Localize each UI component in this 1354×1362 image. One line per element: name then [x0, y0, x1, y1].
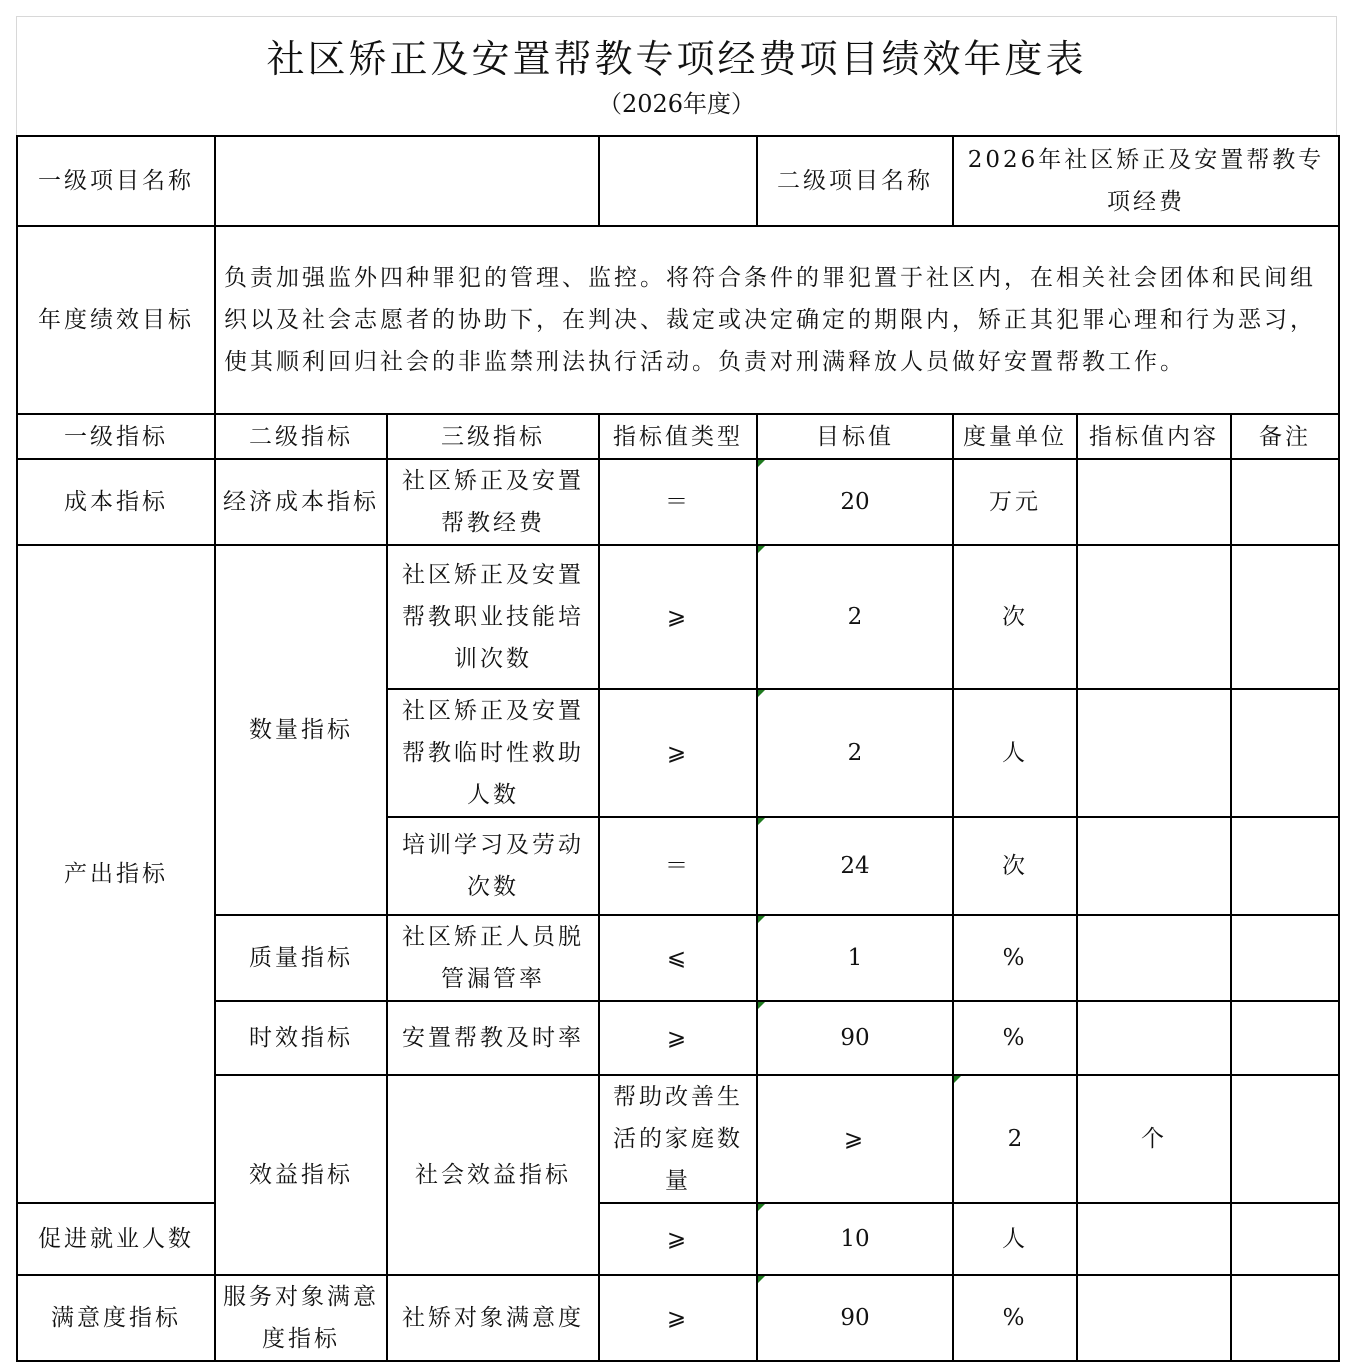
indicator-type: ⩾ [599, 1203, 757, 1275]
content-cell[interactable] [1077, 689, 1231, 817]
level1-label: 一级项目名称 [17, 136, 215, 226]
subgroup-social: 社会效益指标 [387, 1075, 599, 1275]
table-row [17, 1001, 1339, 1075]
remark-cell[interactable] [1231, 915, 1339, 1001]
header-remark: 备注 [1231, 414, 1339, 459]
target-value[interactable]: 2 [757, 545, 953, 689]
subgroup-service: 服务对象满意度指标 [215, 1275, 387, 1361]
table-row [17, 545, 1339, 689]
unit: 人 [953, 1203, 1077, 1275]
remark-cell[interactable] [1231, 1203, 1339, 1275]
group-output: 产出指标 [17, 545, 215, 1203]
indicator-type: ＝ [599, 817, 757, 915]
target-value[interactable]: 24 [757, 817, 953, 915]
indicator-type: ⩽ [599, 915, 757, 1001]
page-title: 社区矫正及安置帮教专项经费项目绩效年度表 [266, 37, 1087, 81]
table-row [17, 1275, 1339, 1361]
table-row [17, 915, 1339, 1001]
unit: 万元 [953, 459, 1077, 545]
goal-text[interactable]: 负责加强监外四种罪犯的管理、监控。将符合条件的罪犯置于社区内，在相关社会团体和民间组织以及社会志愿者的协助下，在判决、裁定或决定确定的期限内，矫正其犯罪心理和行为恶习，使其顺利回归社会的非监禁刑法执行活动。负责对刑满释放人员做好安置帮教工作。 [215, 226, 1339, 414]
indicator-type: ⩾ [599, 545, 757, 689]
indicator-type: ⩾ [599, 689, 757, 817]
remark-cell[interactable] [1231, 459, 1339, 545]
level2-value[interactable]: 2026年社区矫正及安置帮教专项经费 [953, 136, 1339, 226]
unit: 次 [953, 817, 1077, 915]
content-cell[interactable] [1077, 1275, 1231, 1361]
unit: % [953, 915, 1077, 1001]
remark-cell[interactable] [1231, 1275, 1339, 1361]
header-unit: 度量单位 [953, 414, 1077, 459]
content-cell[interactable] [1077, 1203, 1231, 1275]
header-row [17, 414, 1339, 459]
indicator-name: 社区矫正人员脱管漏管率 [387, 915, 599, 1001]
target-value[interactable]: 90 [757, 1001, 953, 1075]
indicator-name: 社区矫正及安置帮教临时性救助人数 [387, 689, 599, 817]
target-value[interactable]: 20 [757, 459, 953, 545]
header-type: 指标值类型 [599, 414, 757, 459]
table-row [17, 1075, 1339, 1203]
target-value[interactable]: 10 [757, 1203, 953, 1275]
remark-cell[interactable] [1231, 1001, 1339, 1075]
indicator-name: 促进就业人数 [17, 1203, 215, 1275]
unit: 个 [1077, 1075, 1231, 1203]
level2-label: 二级项目名称 [757, 136, 953, 226]
target-value[interactable]: 2 [757, 689, 953, 817]
project-name-row [17, 136, 1339, 226]
subgroup-economic: 经济成本指标 [215, 459, 387, 545]
group-satisfaction: 满意度指标 [17, 1275, 215, 1361]
remark-cell[interactable] [1231, 817, 1339, 915]
unit: % [953, 1275, 1077, 1361]
unit: 次 [953, 545, 1077, 689]
header-target: 目标值 [757, 414, 953, 459]
indicator-name: 安置帮教及时率 [387, 1001, 599, 1075]
empty-cell [599, 136, 757, 226]
indicator-type: ＝ [599, 459, 757, 545]
target-value[interactable]: 2 [953, 1075, 1077, 1203]
title-area [16, 16, 1337, 135]
remark-cell[interactable] [1231, 689, 1339, 817]
goal-label: 年度绩效目标 [17, 226, 215, 414]
content-cell[interactable] [1077, 915, 1231, 1001]
unit: % [953, 1001, 1077, 1075]
content-cell[interactable] [1077, 545, 1231, 689]
indicator-name: 社区矫正及安置帮教职业技能培训次数 [387, 545, 599, 689]
group-benefit: 效益指标 [215, 1075, 387, 1275]
content-cell[interactable] [1077, 459, 1231, 545]
group-cost: 成本指标 [17, 459, 215, 545]
content-cell[interactable] [1077, 1001, 1231, 1075]
subgroup-timeliness: 时效指标 [215, 1001, 387, 1075]
header-content: 指标值内容 [1077, 414, 1231, 459]
indicator-name: 培训学习及劳动次数 [387, 817, 599, 915]
content-cell[interactable] [1077, 817, 1231, 915]
indicator-name: 帮助改善生活的家庭数量 [599, 1075, 757, 1203]
header-level1: 一级指标 [17, 414, 215, 459]
indicator-type: ⩾ [757, 1075, 953, 1203]
remark-cell[interactable] [1231, 545, 1339, 689]
indicator-name: 社矫对象满意度 [387, 1275, 599, 1361]
content-cell[interactable] [1231, 1075, 1339, 1203]
unit: 人 [953, 689, 1077, 817]
indicator-type: ⩾ [599, 1001, 757, 1075]
table-row [17, 459, 1339, 545]
indicator-type: ⩾ [599, 1275, 757, 1361]
page-subtitle: （2026年度） [597, 90, 756, 118]
header-level3: 三级指标 [387, 414, 599, 459]
header-level2: 二级指标 [215, 414, 387, 459]
target-value[interactable]: 90 [757, 1275, 953, 1361]
indicator-name: 社区矫正及安置帮教经费 [387, 459, 599, 545]
target-value[interactable]: 1 [757, 915, 953, 1001]
subgroup-quality: 质量指标 [215, 915, 387, 1001]
performance-table [16, 135, 1340, 1362]
level1-value[interactable] [215, 136, 599, 226]
subgroup-quantity: 数量指标 [215, 545, 387, 915]
goal-row [17, 226, 1339, 414]
